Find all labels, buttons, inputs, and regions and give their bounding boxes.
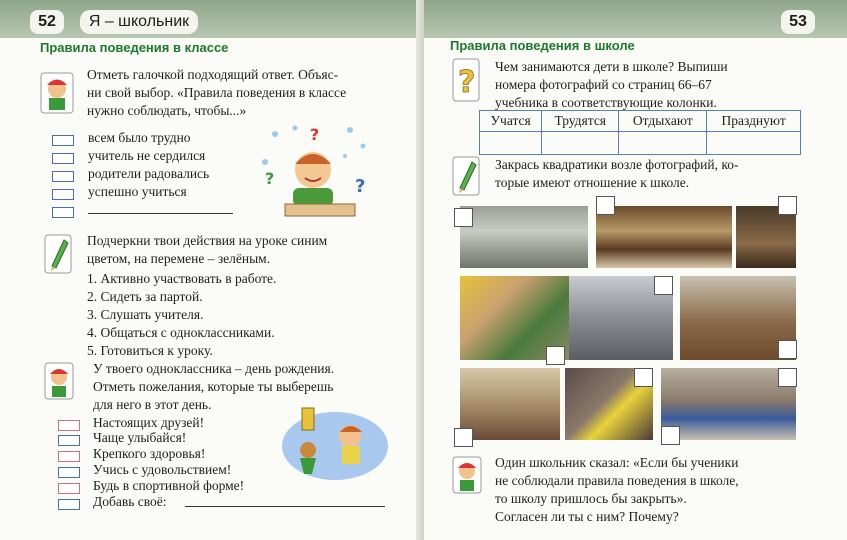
answer-line[interactable] xyxy=(88,213,233,214)
photo-checkbox[interactable] xyxy=(546,346,565,365)
checkbox-option-3[interactable] xyxy=(52,171,74,182)
checkbox-option-1[interactable] xyxy=(52,135,74,146)
task3-line1: Один школьник сказал: «Если бы ученики xyxy=(495,455,739,470)
wish-checkbox-1[interactable] xyxy=(58,420,80,431)
column-header: Отдыхают xyxy=(619,111,707,132)
photo-bedroom xyxy=(460,368,560,440)
photo-checkbox[interactable] xyxy=(661,426,680,445)
answer-cell[interactable] xyxy=(619,132,707,155)
task1-line2: номера фотографий со страниц 66–67 xyxy=(495,77,712,92)
task3-line3: для него в этот день. xyxy=(93,397,212,412)
photo-checkbox[interactable] xyxy=(454,428,473,447)
photo-cafeteria xyxy=(460,206,588,268)
svg-text:?: ? xyxy=(265,169,275,188)
photo-checkbox[interactable] xyxy=(778,340,797,359)
kids-dancing-illustration xyxy=(280,404,390,482)
question-mark-icon xyxy=(452,58,480,102)
photo-checkbox[interactable] xyxy=(778,196,797,215)
task3-line3: то школу пришлось бы закрыть». xyxy=(495,491,687,506)
section-title: Правила поведения в школе xyxy=(450,38,635,53)
task1-line3: учебника в соответствующие колонки. xyxy=(495,95,717,110)
answer-cell[interactable] xyxy=(480,132,542,155)
pencil-icon xyxy=(452,156,480,196)
wish-checkbox-5[interactable] xyxy=(58,483,80,494)
task1-option: родители радовались xyxy=(88,166,210,181)
chapter-title: Я – школьник xyxy=(80,10,198,34)
page-number: 52 xyxy=(30,10,64,34)
checkbox-option-5[interactable] xyxy=(52,207,74,218)
photo-checkbox[interactable] xyxy=(454,208,473,227)
task2-line2: торые имеют отношение к школе. xyxy=(495,175,690,190)
activity-columns-table xyxy=(479,110,801,155)
task2-item: 5. Готовиться к уроку. xyxy=(87,343,213,358)
wish-option: Будь в спортивной форме! xyxy=(93,478,245,493)
svg-text:?: ? xyxy=(310,125,320,144)
answer-cell[interactable] xyxy=(542,132,619,155)
boy-mascot-icon xyxy=(44,362,74,400)
boy-mascot-icon xyxy=(452,456,482,494)
column-header: Учатся xyxy=(480,111,542,132)
photo-piano-room xyxy=(736,206,796,268)
left-page xyxy=(0,0,420,540)
checkbox-option-4[interactable] xyxy=(52,189,74,200)
task1-option: всем было трудно xyxy=(88,130,191,145)
task1-line2: ни свой выбор. «Правила поведения в классе xyxy=(87,85,347,100)
wish-option: Учись с удовольствием! xyxy=(93,462,232,477)
task2-item: 4. Общаться с одноклассниками. xyxy=(87,325,275,340)
task2-line1: Закрась квадратики возле фотографий, ко- xyxy=(495,157,739,172)
page-number: 53 xyxy=(781,10,815,34)
photo-gym-class xyxy=(661,368,796,440)
photo-checkbox[interactable] xyxy=(778,368,797,387)
task1-line1: Чем занимаются дети в школе? Выпиши xyxy=(495,59,728,74)
thinking-boy-illustration xyxy=(255,122,373,220)
answer-cell[interactable] xyxy=(707,132,801,155)
task2-item: 2. Сидеть за партой. xyxy=(87,289,203,304)
wish-checkbox-2[interactable] xyxy=(58,435,80,446)
photo-checkbox[interactable] xyxy=(596,196,615,215)
wish-checkbox-6[interactable] xyxy=(58,499,80,510)
wish-option: Крепкого здоровья! xyxy=(93,446,206,461)
boy-mascot-icon xyxy=(40,72,74,114)
task1-line1: Отметь галочкой подходящий ответ. Объяс- xyxy=(87,67,339,82)
wish-option: Настоящих друзей! xyxy=(93,415,205,430)
right-page xyxy=(424,0,847,540)
pencil-icon xyxy=(44,234,72,274)
photo-checkbox[interactable] xyxy=(654,276,673,295)
task3-line4: Согласен ли ты с ним? Почему? xyxy=(495,509,679,524)
checkbox-option-2[interactable] xyxy=(52,153,74,164)
task2-line2: цветом, на перемене – зелёным. xyxy=(87,251,271,266)
custom-wish-line[interactable] xyxy=(185,506,385,507)
photo-assembly-hall xyxy=(596,206,732,268)
task1-option: учитель не сердился xyxy=(88,148,206,163)
svg-text:?: ? xyxy=(458,65,476,100)
column-header: Трудятся xyxy=(542,111,619,132)
task2-item: 1. Активно участвовать в работе. xyxy=(87,271,277,286)
photo-checkbox[interactable] xyxy=(634,368,653,387)
wish-checkbox-4[interactable] xyxy=(58,467,80,478)
task1-option: успешно учиться xyxy=(88,184,187,199)
wish-option: Чаще улыбайся! xyxy=(93,430,187,445)
task3-line2: Отметь пожелания, которые ты выберешь xyxy=(93,379,334,394)
svg-text:?: ? xyxy=(355,176,366,197)
task3-line2: не соблюдали правила поведения в школе, xyxy=(495,473,739,488)
wish-checkbox-3[interactable] xyxy=(58,451,80,462)
wish-option-custom: Добавь своё: xyxy=(93,494,167,509)
task2-item: 3. Слушать учителя. xyxy=(87,307,204,322)
task3-line1: У твоего одноклассника – день рождения. xyxy=(93,361,335,376)
section-title: Правила поведения в классе xyxy=(40,40,229,55)
column-header: Празднуют xyxy=(707,111,801,132)
task1-line3: нужно соблюдать, чтобы...» xyxy=(87,103,247,118)
task2-line1: Подчеркни твои действия на уроке синим xyxy=(87,233,328,248)
